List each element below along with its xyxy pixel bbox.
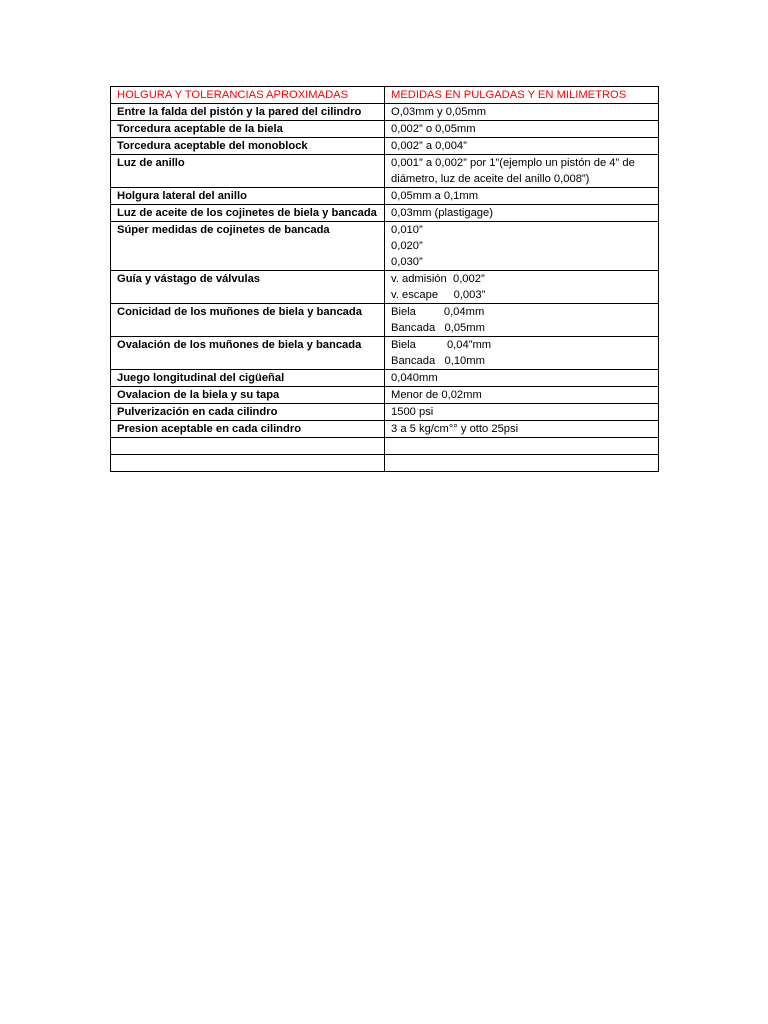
parameter-cell: Guía y vástago de válvulas: [111, 271, 385, 304]
parameter-cell: Pulverización en cada cilindro: [111, 404, 385, 421]
table-row: [111, 188, 659, 205]
table-row: [111, 222, 659, 271]
parameter-cell: Torcedura aceptable del monoblock: [111, 138, 385, 155]
value-line: v. admisión 0,002”: [391, 273, 485, 285]
table-row: [111, 155, 659, 188]
table-row: [111, 387, 659, 404]
table-row: [111, 121, 659, 138]
parameter-cell: Presion aceptable en cada cilindro: [111, 421, 385, 438]
parameter-cell: [111, 455, 385, 472]
value-line: 1500 psi: [391, 406, 434, 418]
tolerances-table: [110, 86, 659, 472]
parameter-cell: Luz de anillo: [111, 155, 385, 188]
value-cell: [385, 404, 659, 421]
value-line: Biela 0,04mm: [391, 306, 485, 318]
value-cell: [385, 188, 659, 205]
table-row: [111, 304, 659, 337]
table-row: [111, 455, 659, 472]
value-cell: [385, 421, 659, 438]
parameter-cell: Entre la falda del pistón y la pared del cilindro: [111, 104, 385, 121]
value-cell: [385, 337, 659, 370]
value-cell: [385, 438, 659, 455]
parameter-cell: Súper medidas de cojinetes de bancada: [111, 222, 385, 271]
table-body: [111, 104, 659, 472]
parameter-cell: Juego longitudinal del cigüeñal: [111, 370, 385, 387]
table-row: [111, 438, 659, 455]
table-row: [111, 271, 659, 304]
value-line: 0,020”: [391, 240, 423, 252]
parameter-cell: [111, 438, 385, 455]
value-line: Bancada 0,05mm: [391, 322, 485, 334]
value-cell: [385, 271, 659, 304]
value-cell: [385, 304, 659, 337]
value-cell: [385, 455, 659, 472]
value-cell: [385, 104, 659, 121]
table-row: [111, 404, 659, 421]
value-line: v. escape 0,003”: [391, 289, 486, 301]
table-row: [111, 337, 659, 370]
column-header-measurements: MEDIDAS EN PULGADAS Y EN MILIMETROS: [385, 87, 659, 104]
table-row: [111, 370, 659, 387]
value-line: 0,05mm a 0,1mm: [391, 190, 479, 202]
parameter-cell: Ovalación de los muñones de biela y bancada: [111, 337, 385, 370]
value-cell: [385, 205, 659, 222]
value-cell: [385, 370, 659, 387]
value-line: 0,002” o 0,05mm: [391, 123, 476, 135]
column-header-tolerances: HOLGURA Y TOLERANCIAS APROXIMADAS: [111, 87, 385, 104]
value-line: 0,040mm: [391, 372, 438, 384]
table-header-row: [111, 87, 659, 104]
parameter-cell: Luz de aceite de los cojinetes de biela y bancada: [111, 205, 385, 222]
value-line: 3 a 5 kg/cm°° y otto 25psi: [391, 423, 519, 435]
table-row: [111, 421, 659, 438]
value-line: O,03mm y 0,05mm: [391, 106, 487, 118]
value-line: Biela 0,04”mm: [391, 339, 492, 351]
value-cell: [385, 155, 659, 188]
value-cell: [385, 387, 659, 404]
value-cell: [385, 121, 659, 138]
value-line: Bancada 0,10mm: [391, 355, 485, 367]
parameter-cell: Conicidad de los muñones de biela y bancada: [111, 304, 385, 337]
table-row: [111, 205, 659, 222]
value-line: 0,03mm (plastigage): [391, 207, 493, 219]
parameter-cell: Holgura lateral del anillo: [111, 188, 385, 205]
value-line: 0,001” a 0,002” por 1”(ejemplo un pistón de 4” de diámetro, luz de aceite del anillo 0,008”): [391, 157, 638, 185]
value-line: Menor de 0,02mm: [391, 389, 482, 401]
value-line: 0,010”: [391, 224, 423, 236]
table-row: [111, 104, 659, 121]
value-cell: [385, 138, 659, 155]
table-row: [111, 138, 659, 155]
value-line: 0,002” a 0,004”: [391, 140, 467, 152]
parameter-cell: Ovalacion de la biela y su tapa: [111, 387, 385, 404]
parameter-cell: Torcedura aceptable de la biela: [111, 121, 385, 138]
value-line: 0,030”: [391, 256, 423, 268]
value-cell: [385, 222, 659, 271]
